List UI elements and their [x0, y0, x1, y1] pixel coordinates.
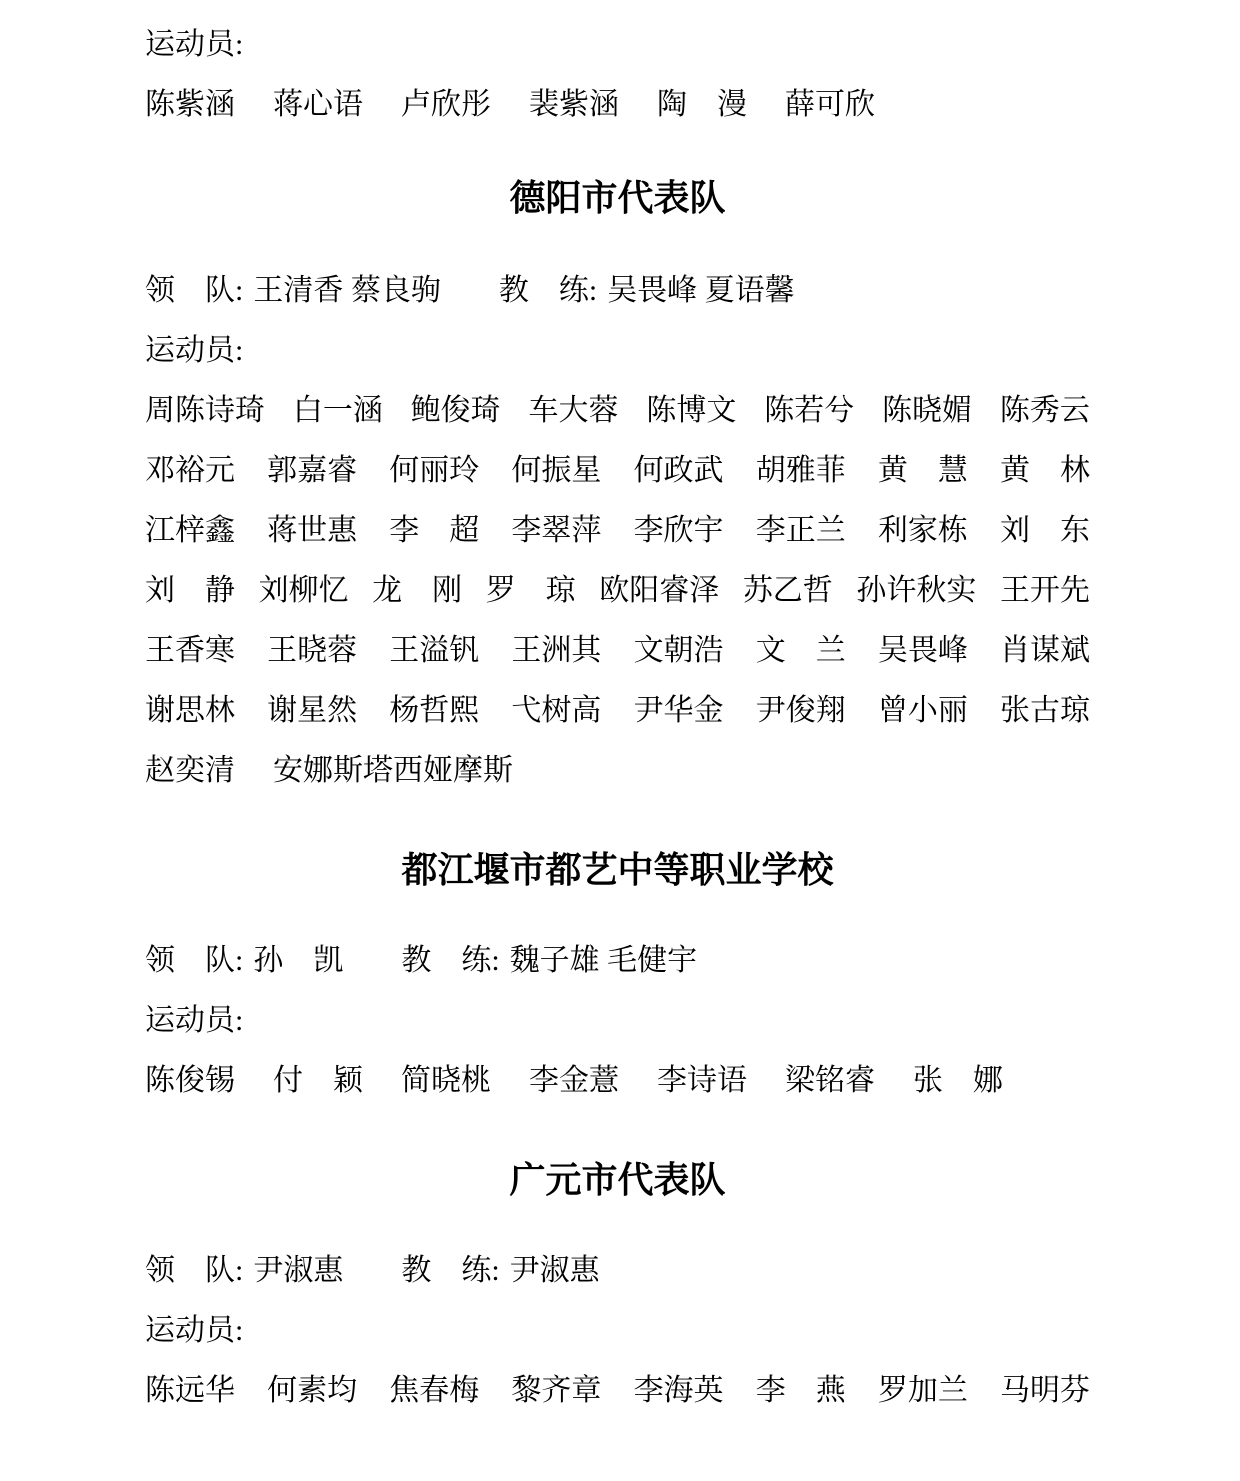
- athlete-name: 利家栋: [877, 514, 968, 547]
- athletes-label: 运动员:: [145, 28, 244, 61]
- athlete-name: 肖谋斌: [999, 634, 1090, 667]
- athlete-name: 薛可欣: [785, 88, 875, 121]
- athlete-row: [145, 741, 1090, 801]
- athlete-name: 陈俊锡: [145, 1064, 235, 1097]
- athlete-name: 胡雅菲: [755, 454, 846, 487]
- athlete-name: 黄 慧: [877, 454, 968, 487]
- athlete-name: 苏乙哲: [742, 574, 833, 607]
- athlete-name: 陈博文: [646, 394, 737, 427]
- section-dujiangyan: [145, 845, 1090, 1111]
- athlete-name: 陈若兮: [764, 394, 855, 427]
- athlete-name: 李 超: [389, 514, 480, 547]
- coach-names: 魏子雄 毛健宇: [509, 944, 698, 977]
- section-title: 广元市代表队: [509, 1160, 726, 1200]
- athlete-name: 江梓鑫: [145, 514, 235, 547]
- athlete-name: 吴畏峰: [877, 634, 968, 667]
- athlete-name: 李欣宇: [633, 514, 724, 547]
- athlete-name: 黎齐章: [511, 1374, 602, 1407]
- athlete-rows: [145, 1051, 1090, 1111]
- coach-names: 尹淑惠: [509, 1254, 600, 1287]
- leaders-line: [145, 931, 1090, 991]
- athlete-name: 梁铭睿: [785, 1064, 875, 1097]
- athlete-rows: [145, 1361, 1090, 1421]
- athlete-name: 王香寒: [145, 634, 235, 667]
- section-deyang: [145, 173, 1090, 801]
- athlete-row: [145, 441, 1090, 501]
- athlete-name: 鲍俊琦: [410, 394, 501, 427]
- athlete-name: 陶 漫: [657, 88, 747, 121]
- athlete-name: 何丽玲: [389, 454, 480, 487]
- athlete-row: [145, 1051, 1090, 1111]
- athlete-row: [145, 75, 1090, 135]
- athlete-name: 刘 东: [999, 514, 1090, 547]
- athlete-rows: [145, 75, 1090, 135]
- athlete-name: 蒋心语: [273, 88, 363, 121]
- leader-label: 领 队:: [145, 274, 244, 307]
- leader-names: 孙 凯: [253, 944, 344, 977]
- coach-label: 教 练:: [401, 944, 500, 977]
- athlete-name: 何素均: [267, 1374, 358, 1407]
- athlete-name: 车大蓉: [528, 394, 619, 427]
- athlete-name: 张 娜: [913, 1064, 1003, 1097]
- athlete-rows: [145, 381, 1090, 801]
- athlete-name: 刘柳忆: [258, 574, 349, 607]
- athlete-name: 李 燕: [755, 1374, 846, 1407]
- coach-label: 教 练:: [498, 274, 598, 307]
- athlete-name: 裴紫涵: [529, 88, 619, 121]
- athlete-name: 尹俊翔: [755, 694, 846, 727]
- athlete-row: [145, 681, 1090, 741]
- athletes-label: 运动员:: [145, 334, 244, 367]
- athlete-name: 何政武: [633, 454, 724, 487]
- athlete-name: 弋树高: [511, 694, 602, 727]
- coach-names: 吴畏峰 夏语馨: [607, 274, 795, 307]
- athletes-label: 运动员:: [145, 1314, 244, 1347]
- athlete-name: 郭嘉睿: [267, 454, 358, 487]
- athlete-name: 陈秀云: [999, 394, 1090, 427]
- athlete-name: 李金薏: [529, 1064, 619, 1097]
- athlete-name: 李诗语: [657, 1064, 747, 1097]
- athlete-row: [145, 621, 1090, 681]
- athlete-name: 谢星然: [267, 694, 358, 727]
- leader-names: 王清香 蔡良驹: [253, 274, 441, 307]
- athlete-name: 马明芬: [999, 1374, 1090, 1407]
- athlete-name: 赵奕清: [145, 754, 235, 787]
- athlete-name: 李翠萍: [511, 514, 602, 547]
- leaders-line: [145, 1241, 1090, 1301]
- athlete-name: 罗加兰: [877, 1374, 968, 1407]
- athlete-name: 张古琼: [999, 694, 1090, 727]
- section-title: 德阳市代表队: [509, 178, 726, 218]
- athlete-name: 龙 刚: [372, 574, 463, 607]
- athlete-name: 陈晓媚: [882, 394, 973, 427]
- athlete-name: 焦春梅: [389, 1374, 480, 1407]
- athlete-name: 王溢钒: [389, 634, 480, 667]
- athlete-name: 安娜斯塔西娅摩斯: [273, 754, 513, 787]
- continuation-block: [145, 15, 1090, 135]
- athlete-name: 王晓蓉: [267, 634, 358, 667]
- athlete-name: 李正兰: [755, 514, 846, 547]
- athlete-name: 何振星: [511, 454, 602, 487]
- athlete-name: 邓裕元: [145, 454, 235, 487]
- section-guangyuan: [145, 1155, 1090, 1421]
- athlete-name: 曾小丽: [877, 694, 968, 727]
- athlete-name: 王洲其: [511, 634, 602, 667]
- athlete-row: [145, 501, 1090, 561]
- athlete-name: 卢欣彤: [401, 88, 491, 121]
- athlete-name: 蒋世惠: [267, 514, 358, 547]
- athlete-name: 陈远华: [145, 1374, 235, 1407]
- athlete-row: [145, 1361, 1090, 1421]
- section-title: 都江堰市都艺中等职业学校: [401, 850, 834, 890]
- athlete-name: 欧阳睿泽: [599, 574, 720, 607]
- leaders-line: [145, 261, 1090, 321]
- coach-label: 教 练:: [401, 1254, 500, 1287]
- athlete-name: 李海英: [633, 1374, 724, 1407]
- athlete-name: 周陈诗琦: [145, 394, 265, 427]
- athlete-name: 文 兰: [755, 634, 846, 667]
- leader-label: 领 队:: [145, 944, 244, 977]
- athlete-name: 杨哲熙: [389, 694, 480, 727]
- athlete-name: 罗 琼: [485, 574, 576, 607]
- athlete-name: 尹华金: [633, 694, 724, 727]
- athlete-name: 文朝浩: [633, 634, 724, 667]
- leader-label: 领 队:: [145, 1254, 244, 1287]
- leader-names: 尹淑惠: [253, 1254, 344, 1287]
- athlete-row: [145, 381, 1090, 441]
- athlete-name: 简晓桃: [401, 1064, 491, 1097]
- athlete-name: 陈紫涵: [145, 88, 235, 121]
- athlete-name: 王开先: [999, 574, 1090, 607]
- athlete-name: 刘 静: [145, 574, 235, 607]
- athlete-name: 黄 林: [999, 454, 1090, 487]
- athlete-row: [145, 561, 1090, 621]
- athlete-name: 孙许秋实: [856, 574, 977, 607]
- athlete-name: 白一涵: [292, 394, 383, 427]
- athletes-label: 运动员:: [145, 1004, 244, 1037]
- athlete-name: 谢思林: [145, 694, 235, 727]
- athlete-name: 付 颖: [273, 1064, 363, 1097]
